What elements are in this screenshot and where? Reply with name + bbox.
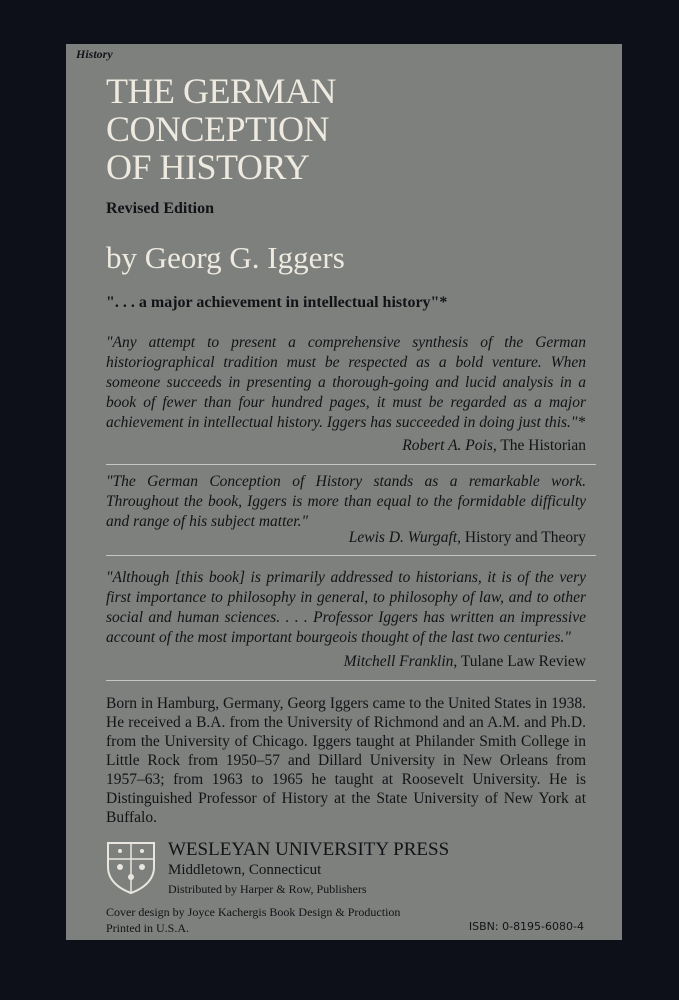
credits [106, 904, 400, 936]
review-source: , Tulane Law Review [453, 653, 586, 670]
tagline: ". . . a major achievement in intellectual history"* [106, 294, 448, 311]
category-label: History [76, 47, 113, 61]
review-source: , History and Theory [457, 529, 586, 546]
title-line-1: THE GERMAN [106, 71, 336, 111]
title-line-2: CONCEPTION [106, 109, 330, 149]
divider [106, 464, 596, 465]
reviewer-name: Robert A. Pois [402, 437, 493, 454]
shield-icon [106, 841, 156, 895]
edition-label: Revised Edition [106, 200, 215, 217]
author-byline: by Georg G. Iggers [106, 240, 345, 275]
publisher-city: Middletown, Connecticut [168, 862, 322, 878]
reviewer-name: Lewis D. Wurgaft [348, 529, 458, 546]
cover-design-credit: Cover design by Joyce Kachergis Book Design & Production [106, 905, 401, 919]
isbn-label: ISBN: 0-8195-6080-4 [468, 920, 584, 933]
divider [106, 555, 596, 556]
review-source: , The Historian [492, 437, 586, 454]
distributor-line: Distributed by Harper & Row, Publishers [168, 882, 367, 896]
review-attribution-3 [344, 653, 586, 671]
author-biography: Born in Hamburg, Germany, Georg Iggers came to the United States in 1938. He received a B.A. from the University of Richmond and an A.M. and Ph.D. from the University of Chicago. Iggers taught at Philander Smith College in Little Rock from 1950–57 and Dillard University in New Orleans from 1957–63; from 1963 to 1965 he taught at Roosevelt University. He is Distinguished Professor of History at the State University of New York at Buffalo. [106, 695, 586, 826]
review-quote-1: "Any attempt to present a comprehensive synthesis of the German historiographical tradition must be respected as a bold venture. When someone succeeds in presenting a thorough-going and lucid analysis in a book of fewer than four hundred pages, it must be regarded as a major achievement in intellectual history. Iggers has succeeded in doing just this."* [106, 334, 586, 431]
review-attribution-2 [349, 529, 586, 547]
title-line-3: OF HISTORY [106, 147, 310, 187]
back-cover-panel [66, 44, 622, 940]
reviewer-name: Mitchell Franklin [343, 653, 454, 670]
review-quote-3: "Although [this book] is primarily addressed to historians, it is of the very first importance to philosophy in general, to philosophy of law, and to other social and human sciences. . . . Professor Iggers has written an impressive account of the most important bourgeois thought of the last two centuries." [106, 569, 586, 646]
divider [106, 680, 596, 681]
review-attribution-1 [402, 437, 586, 455]
printed-in: Printed in U.S.A. [106, 921, 190, 935]
book-title [106, 72, 526, 186]
review-quote-2: "The German Conception of History stands as a remarkable work. Throughout the book, Iggers is more than equal to the formidable difficulty and range of his subject matter." [106, 473, 586, 530]
publisher-name: WESLEYAN UNIVERSITY PRESS [168, 839, 450, 860]
